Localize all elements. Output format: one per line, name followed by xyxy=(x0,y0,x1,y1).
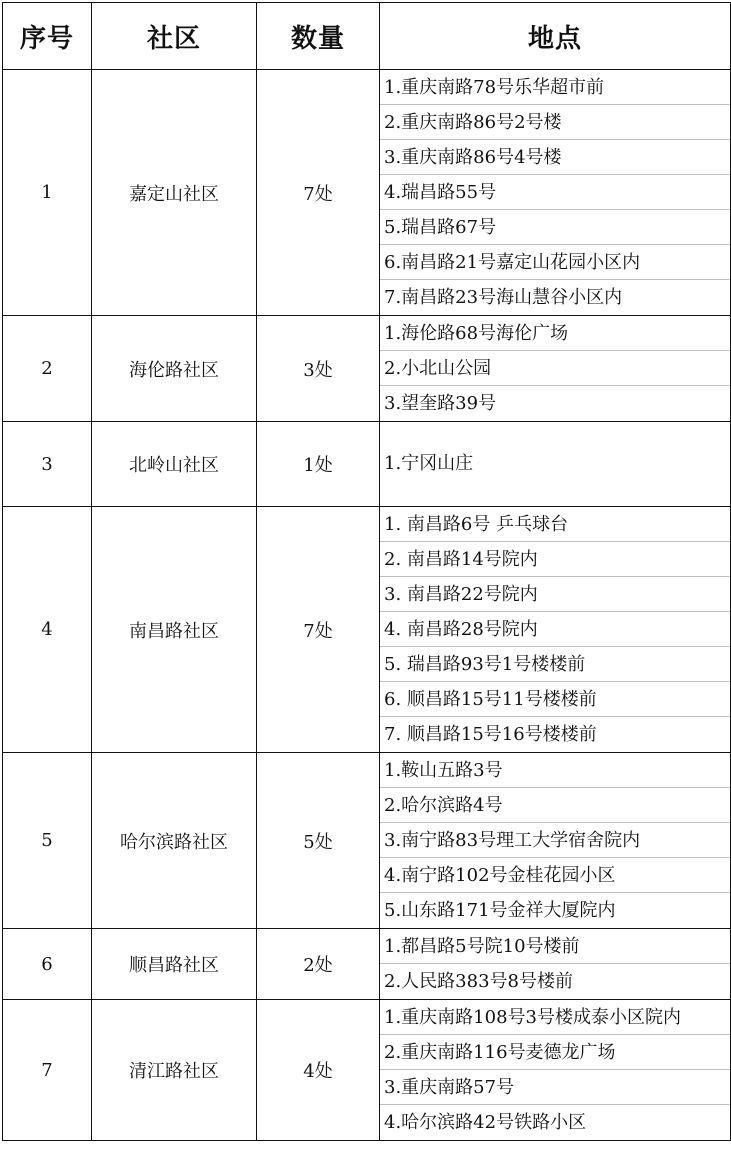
row-locations xyxy=(380,316,731,422)
table-row xyxy=(3,422,731,507)
location-item: 1.海伦路68号海伦广场 xyxy=(380,316,730,351)
location-item: 6. 顺昌路15号11号楼楼前 xyxy=(380,682,730,717)
community-locations-table xyxy=(2,2,731,1141)
location-item: 1.宁冈山庄 xyxy=(384,453,474,474)
location-item: 7.南昌路23号海山慧谷小区内 xyxy=(384,287,623,308)
location-item: 2.重庆南路116号麦德龙广场 xyxy=(380,1035,730,1070)
header-row xyxy=(3,3,731,70)
row-count: 2处 xyxy=(257,929,380,1000)
location-item: 4.南宁路102号金桂花园小区 xyxy=(380,858,730,893)
table-row xyxy=(3,753,731,929)
location-item: 6.南昌路21号嘉定山花园小区内 xyxy=(380,245,730,280)
row-locations xyxy=(380,507,731,753)
row-community: 清江路社区 xyxy=(92,1000,257,1141)
location-item: 4. 南昌路28号院内 xyxy=(380,612,730,647)
row-index: 5 xyxy=(3,753,92,929)
row-community: 顺昌路社区 xyxy=(92,929,257,1000)
table-row xyxy=(3,316,731,422)
header-community: 社区 xyxy=(92,3,257,70)
row-count: 3处 xyxy=(257,316,380,422)
location-item: 1.鞍山五路3号 xyxy=(380,753,730,788)
row-locations xyxy=(380,753,731,929)
location-item: 2.人民路383号8号楼前 xyxy=(384,971,573,992)
row-index: 4 xyxy=(3,507,92,753)
row-community: 哈尔滨路社区 xyxy=(92,753,257,929)
row-count: 7处 xyxy=(257,507,380,753)
row-count: 7处 xyxy=(257,70,380,316)
row-community: 海伦路社区 xyxy=(92,316,257,422)
location-item: 4.瑞昌路55号 xyxy=(380,175,730,210)
row-index: 1 xyxy=(3,70,92,316)
location-item: 1.重庆南路108号3号楼成泰小区院内 xyxy=(380,1000,730,1035)
location-item: 7. 顺昌路15号16号楼楼前 xyxy=(384,724,597,745)
location-item: 4.哈尔滨路42号铁路小区 xyxy=(384,1112,587,1133)
location-item: 3.南宁路83号理工大学宿舍院内 xyxy=(380,823,730,858)
location-item: 5. 瑞昌路93号1号楼楼前 xyxy=(380,647,730,682)
row-index: 7 xyxy=(3,1000,92,1141)
row-count: 5处 xyxy=(257,753,380,929)
row-community: 南昌路社区 xyxy=(92,507,257,753)
location-item: 3.重庆南路86号4号楼 xyxy=(380,140,730,175)
row-count: 1处 xyxy=(257,422,380,507)
row-community: 北岭山社区 xyxy=(92,422,257,507)
row-locations xyxy=(380,422,731,507)
location-item: 5.山东路171号金祥大厦院内 xyxy=(384,900,616,921)
location-item: 2.小北山公园 xyxy=(380,351,730,386)
table-body xyxy=(3,70,731,1141)
location-item: 2. 南昌路14号院内 xyxy=(380,542,730,577)
row-count: 4处 xyxy=(257,1000,380,1141)
location-item: 2.哈尔滨路4号 xyxy=(380,788,730,823)
row-index: 6 xyxy=(3,929,92,1000)
location-item: 1.都昌路5号院10号楼前 xyxy=(380,929,730,964)
table-row xyxy=(3,507,731,753)
row-locations xyxy=(380,1000,731,1141)
location-item: 5.瑞昌路67号 xyxy=(380,210,730,245)
header-locations: 地点 xyxy=(380,3,731,70)
table-row xyxy=(3,1000,731,1141)
location-item: 3.望奎路39号 xyxy=(384,393,497,414)
location-item: 3. 南昌路22号院内 xyxy=(380,577,730,612)
location-item: 1. 南昌路6号 乒乓球台 xyxy=(380,507,730,542)
location-item: 2.重庆南路86号2号楼 xyxy=(380,105,730,140)
row-index: 2 xyxy=(3,316,92,422)
location-item: 1.重庆南路78号乐华超市前 xyxy=(380,70,730,105)
row-index: 3 xyxy=(3,422,92,507)
table-row xyxy=(3,929,731,1000)
header-index: 序号 xyxy=(3,3,92,70)
row-locations xyxy=(380,929,731,1000)
row-locations xyxy=(380,70,731,316)
row-community: 嘉定山社区 xyxy=(92,70,257,316)
location-item: 3.重庆南路57号 xyxy=(380,1070,730,1105)
table-row xyxy=(3,70,731,316)
header-count: 数量 xyxy=(257,3,380,70)
